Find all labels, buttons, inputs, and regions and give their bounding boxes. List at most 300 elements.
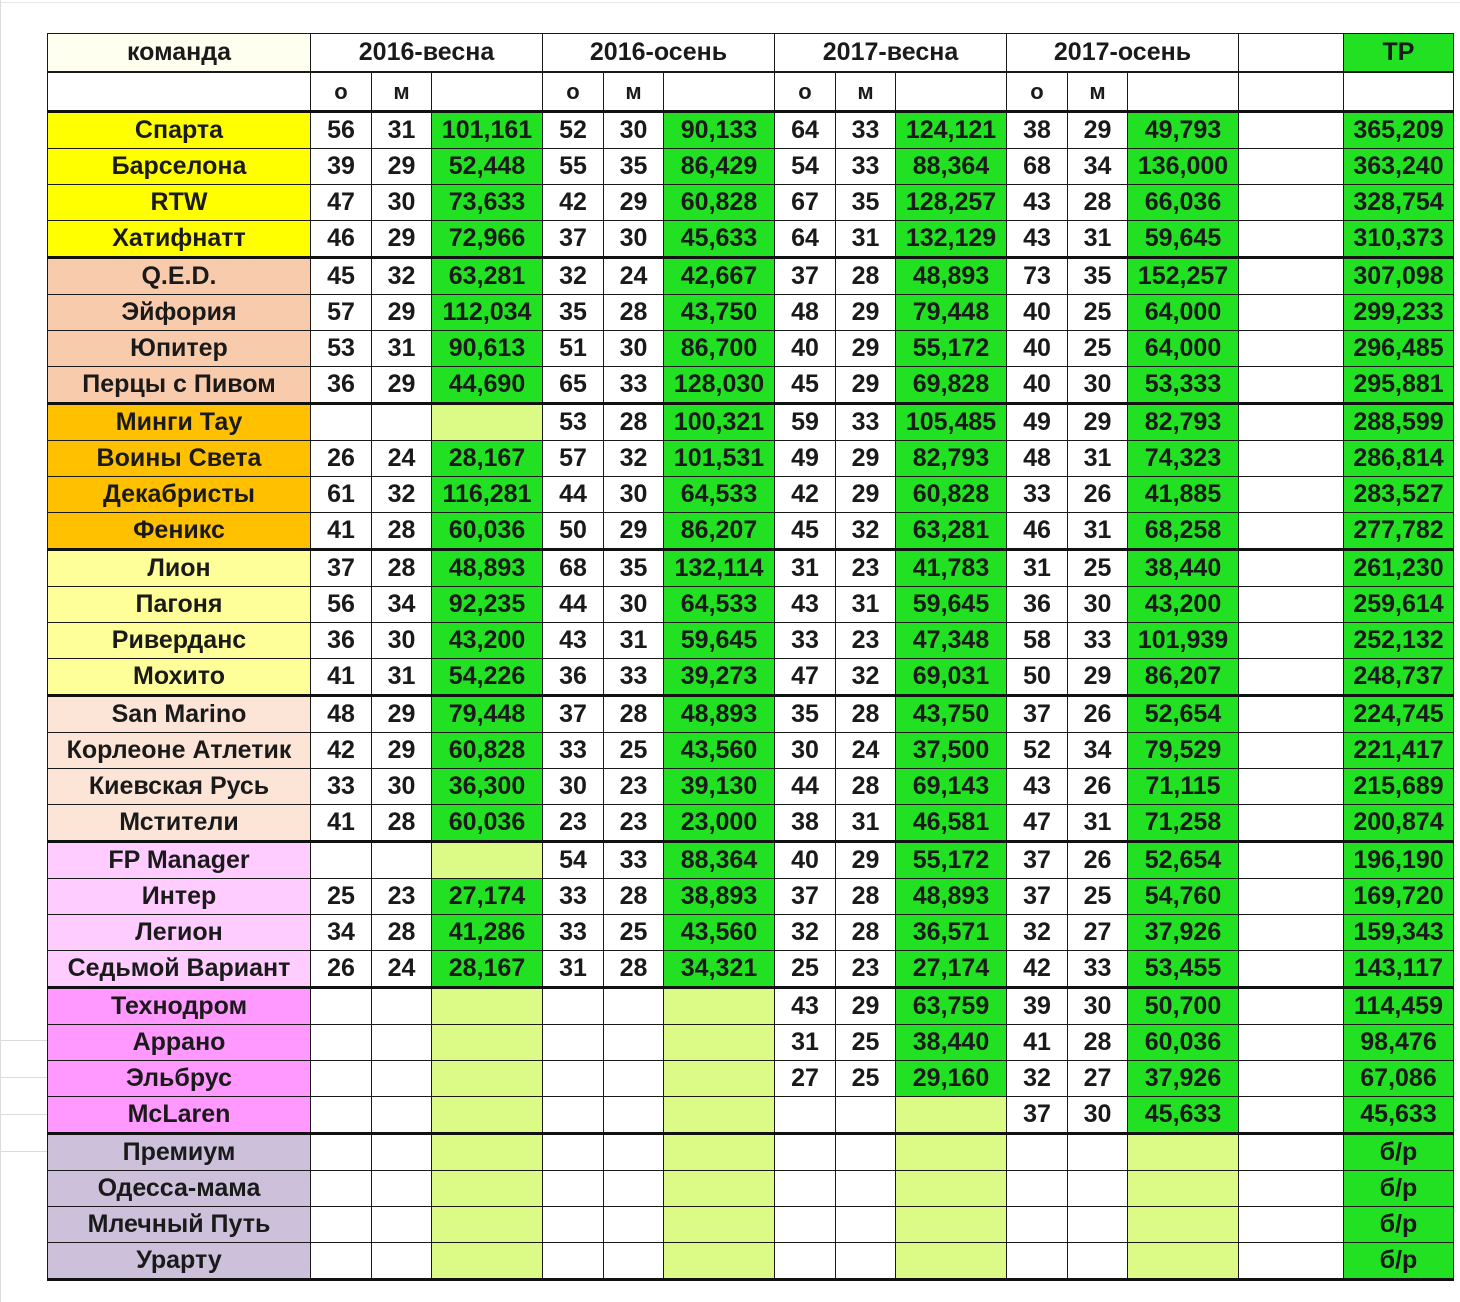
points-cell: 41,885 <box>1128 477 1239 513</box>
points-cell: 69,143 <box>896 769 1007 805</box>
subheader-row <box>48 72 1454 112</box>
team-row <box>48 733 1454 769</box>
o-cell: 45 <box>311 258 372 295</box>
m-cell: 30 <box>1068 367 1128 404</box>
points-cell: 52,654 <box>1128 842 1239 879</box>
m-cell: 28 <box>604 696 664 733</box>
o-cell: 48 <box>311 696 372 733</box>
team-name-cell: Хатифнатт <box>48 221 311 258</box>
o-cell: 39 <box>311 149 372 185</box>
m-cell: 29 <box>836 441 896 477</box>
points-cell: 37,926 <box>1128 1061 1239 1097</box>
tr-cell: 296,485 <box>1344 331 1454 367</box>
points-cell: 71,258 <box>1128 805 1239 842</box>
o-cell: 33 <box>311 769 372 805</box>
o-cell: 41 <box>1007 1025 1068 1061</box>
points-cell: 38,440 <box>1128 550 1239 587</box>
m-cell: 33 <box>604 367 664 404</box>
points-cell: 136,000 <box>1128 149 1239 185</box>
m-cell <box>1068 1134 1128 1171</box>
m-cell: 25 <box>836 1025 896 1061</box>
m-cell: 35 <box>1068 258 1128 295</box>
m-cell: 29 <box>836 295 896 331</box>
o-cell: 32 <box>1007 1061 1068 1097</box>
m-cell: 29 <box>836 988 896 1025</box>
tr-cell: 328,754 <box>1344 185 1454 221</box>
points-cell <box>896 1243 1007 1280</box>
o-cell <box>311 1207 372 1243</box>
tr-cell: б/р <box>1344 1134 1454 1171</box>
points-cell <box>664 1171 775 1207</box>
m-cell: 34 <box>1068 733 1128 769</box>
tr-cell: 277,782 <box>1344 513 1454 550</box>
o-subheader: о <box>311 72 372 112</box>
team-row <box>48 367 1454 404</box>
o-cell: 55 <box>543 149 604 185</box>
m-cell: 34 <box>1068 149 1128 185</box>
m-cell: 29 <box>1068 112 1128 149</box>
tr-cell: 288,599 <box>1344 404 1454 441</box>
team-row <box>48 805 1454 842</box>
points-cell: 69,828 <box>896 367 1007 404</box>
o-cell: 26 <box>311 951 372 988</box>
points-cell <box>432 1134 543 1171</box>
m-cell <box>604 1025 664 1061</box>
team-name-cell: Q.E.D. <box>48 258 311 295</box>
m-cell: 35 <box>604 149 664 185</box>
o-cell: 35 <box>775 696 836 733</box>
m-cell <box>604 1171 664 1207</box>
m-cell <box>372 1171 432 1207</box>
m-cell: 29 <box>372 696 432 733</box>
o-cell <box>311 842 372 879</box>
tr-subheader-cell <box>1344 72 1454 112</box>
m-cell: 33 <box>836 112 896 149</box>
points-cell: 48,893 <box>896 879 1007 915</box>
m-cell <box>372 1097 432 1134</box>
points-cell <box>432 1097 543 1134</box>
o-cell <box>775 1171 836 1207</box>
m-cell: 24 <box>604 258 664 295</box>
m-cell: 30 <box>604 221 664 258</box>
team-row <box>48 951 1454 988</box>
blank-cell <box>1239 295 1344 331</box>
team-row <box>48 441 1454 477</box>
m-cell: 23 <box>836 550 896 587</box>
blank-cell <box>1239 1171 1344 1207</box>
blank-cell <box>1239 550 1344 587</box>
m-cell: 28 <box>836 879 896 915</box>
points-cell: 64,533 <box>664 477 775 513</box>
o-cell: 34 <box>311 915 372 951</box>
points-cell: 128,030 <box>664 367 775 404</box>
o-cell: 59 <box>775 404 836 441</box>
o-cell: 45 <box>775 513 836 550</box>
o-cell: 33 <box>543 733 604 769</box>
team-row <box>48 623 1454 659</box>
team-row <box>48 404 1454 441</box>
points-cell: 59,645 <box>896 587 1007 623</box>
season-header: 2017-осень <box>1007 34 1239 73</box>
points-cell: 28,167 <box>432 951 543 988</box>
m-cell: 26 <box>1068 477 1128 513</box>
tr-cell: 196,190 <box>1344 842 1454 879</box>
o-cell: 42 <box>543 185 604 221</box>
team-name-cell: FP Manager <box>48 842 311 879</box>
o-cell: 36 <box>1007 587 1068 623</box>
season-header: 2017-весна <box>775 34 1007 73</box>
blank-cell <box>1239 258 1344 295</box>
o-cell: 58 <box>1007 623 1068 659</box>
points-cell: 41,783 <box>896 550 1007 587</box>
o-cell <box>775 1243 836 1280</box>
o-cell: 50 <box>543 513 604 550</box>
points-cell: 59,645 <box>664 623 775 659</box>
o-cell: 41 <box>311 513 372 550</box>
team-row <box>48 696 1454 733</box>
points-cell: 101,531 <box>664 441 775 477</box>
m-cell: 30 <box>372 769 432 805</box>
m-cell: 28 <box>836 769 896 805</box>
points-cell: 69,031 <box>896 659 1007 696</box>
points-cell: 79,448 <box>432 696 543 733</box>
m-cell: 27 <box>1068 915 1128 951</box>
points-cell: 36,300 <box>432 769 543 805</box>
m-cell: 33 <box>604 659 664 696</box>
points-cell: 116,281 <box>432 477 543 513</box>
points-cell: 45,633 <box>664 221 775 258</box>
o-cell: 52 <box>543 112 604 149</box>
team-name-cell: Урарту <box>48 1243 311 1280</box>
blank-cell <box>1239 513 1344 550</box>
points-cell: 55,172 <box>896 331 1007 367</box>
points-cell: 53,333 <box>1128 367 1239 404</box>
o-cell: 43 <box>1007 769 1068 805</box>
points-subheader <box>1128 72 1239 112</box>
points-cell: 86,207 <box>664 513 775 550</box>
season-header: 2016-весна <box>311 34 543 73</box>
m-cell: 29 <box>1068 404 1128 441</box>
points-cell: 45,633 <box>1128 1097 1239 1134</box>
m-cell: 29 <box>836 367 896 404</box>
o-cell: 67 <box>775 185 836 221</box>
team-row <box>48 221 1454 258</box>
tr-cell: 67,086 <box>1344 1061 1454 1097</box>
points-cell: 88,364 <box>896 149 1007 185</box>
points-cell: 72,966 <box>432 221 543 258</box>
o-cell: 31 <box>543 951 604 988</box>
blank-cell <box>1239 331 1344 367</box>
points-cell <box>432 1207 543 1243</box>
points-cell: 49,793 <box>1128 112 1239 149</box>
team-name-cell: Пагоня <box>48 587 311 623</box>
points-cell: 43,560 <box>664 915 775 951</box>
team-row <box>48 1061 1454 1097</box>
o-cell: 36 <box>311 623 372 659</box>
m-cell: 30 <box>1068 1097 1128 1134</box>
header-row <box>48 34 1454 73</box>
o-cell: 33 <box>543 915 604 951</box>
m-cell <box>372 404 432 441</box>
m-cell: 23 <box>604 769 664 805</box>
o-cell: 49 <box>775 441 836 477</box>
m-cell <box>836 1097 896 1134</box>
tr-cell: 261,230 <box>1344 550 1454 587</box>
points-cell: 60,036 <box>1128 1025 1239 1061</box>
points-cell: 86,207 <box>1128 659 1239 696</box>
m-cell: 28 <box>372 550 432 587</box>
m-cell <box>1068 1207 1128 1243</box>
tr-cell: 307,098 <box>1344 258 1454 295</box>
o-cell <box>311 1134 372 1171</box>
tr-cell: 200,874 <box>1344 805 1454 842</box>
team-row <box>48 477 1454 513</box>
o-cell: 32 <box>543 258 604 295</box>
team-name-cell: Лион <box>48 550 311 587</box>
m-cell: 28 <box>604 951 664 988</box>
points-cell: 59,645 <box>1128 221 1239 258</box>
m-cell <box>604 1061 664 1097</box>
m-cell: 28 <box>836 915 896 951</box>
o-cell: 56 <box>311 112 372 149</box>
team-row <box>48 988 1454 1025</box>
points-cell: 112,034 <box>432 295 543 331</box>
points-cell: 63,281 <box>896 513 1007 550</box>
m-cell: 28 <box>836 258 896 295</box>
m-cell: 25 <box>836 1061 896 1097</box>
o-cell: 53 <box>311 331 372 367</box>
o-cell: 61 <box>311 477 372 513</box>
team-name-cell: Феникс <box>48 513 311 550</box>
o-cell: 36 <box>543 659 604 696</box>
points-cell: 48,893 <box>896 258 1007 295</box>
blank-cell <box>1239 696 1344 733</box>
o-cell: 46 <box>1007 513 1068 550</box>
points-cell <box>896 1171 1007 1207</box>
m-cell: 29 <box>1068 659 1128 696</box>
m-cell: 29 <box>372 367 432 404</box>
points-cell: 46,581 <box>896 805 1007 842</box>
o-cell: 36 <box>311 367 372 404</box>
points-cell: 39,273 <box>664 659 775 696</box>
team-row <box>48 149 1454 185</box>
team-row <box>48 1097 1454 1134</box>
team-name-cell: RTW <box>48 185 311 221</box>
blank-cell <box>1239 842 1344 879</box>
m-cell: 35 <box>836 185 896 221</box>
points-cell: 55,172 <box>896 842 1007 879</box>
team-row <box>48 659 1454 696</box>
m-cell: 26 <box>1068 696 1128 733</box>
points-cell: 86,700 <box>664 331 775 367</box>
season-header: 2016-осень <box>543 34 775 73</box>
tr-cell: 310,373 <box>1344 221 1454 258</box>
m-cell: 31 <box>1068 805 1128 842</box>
points-cell: 39,130 <box>664 769 775 805</box>
blank-cell <box>1239 1097 1344 1134</box>
o-cell: 54 <box>775 149 836 185</box>
team-row <box>48 295 1454 331</box>
team-row <box>48 1134 1454 1171</box>
blank-cell <box>1239 1025 1344 1061</box>
o-cell: 31 <box>1007 550 1068 587</box>
m-cell: 29 <box>372 149 432 185</box>
points-cell: 43,560 <box>664 733 775 769</box>
team-row <box>48 769 1454 805</box>
points-cell <box>1128 1243 1239 1280</box>
points-cell <box>896 1097 1007 1134</box>
m-cell: 31 <box>836 221 896 258</box>
m-cell <box>372 1025 432 1061</box>
m-cell <box>836 1243 896 1280</box>
points-cell: 37,926 <box>1128 915 1239 951</box>
m-cell: 28 <box>372 915 432 951</box>
o-cell: 30 <box>775 733 836 769</box>
m-cell: 31 <box>604 623 664 659</box>
tr-cell: 114,459 <box>1344 988 1454 1025</box>
m-subheader: м <box>372 72 432 112</box>
o-cell: 48 <box>775 295 836 331</box>
o-cell: 40 <box>775 331 836 367</box>
o-cell: 73 <box>1007 258 1068 295</box>
o-cell: 40 <box>775 842 836 879</box>
o-cell <box>543 1171 604 1207</box>
blank-subheader-cell <box>1239 72 1344 112</box>
blank-cell <box>1239 733 1344 769</box>
o-cell: 47 <box>775 659 836 696</box>
o-cell: 40 <box>1007 367 1068 404</box>
m-cell: 28 <box>604 879 664 915</box>
points-cell: 88,364 <box>664 842 775 879</box>
m-cell: 24 <box>836 733 896 769</box>
points-cell <box>432 988 543 1025</box>
m-cell: 25 <box>1068 550 1128 587</box>
o-cell: 44 <box>543 477 604 513</box>
points-cell: 92,235 <box>432 587 543 623</box>
points-subheader <box>896 72 1007 112</box>
o-cell: 46 <box>311 221 372 258</box>
o-cell: 37 <box>1007 1097 1068 1134</box>
o-cell <box>543 1097 604 1134</box>
points-cell: 48,893 <box>664 696 775 733</box>
points-cell: 53,455 <box>1128 951 1239 988</box>
points-cell <box>432 1243 543 1280</box>
o-cell <box>311 1097 372 1134</box>
points-cell <box>664 1025 775 1061</box>
o-cell: 23 <box>543 805 604 842</box>
points-cell: 36,571 <box>896 915 1007 951</box>
points-cell: 28,167 <box>432 441 543 477</box>
points-cell: 34,321 <box>664 951 775 988</box>
o-cell: 39 <box>1007 988 1068 1025</box>
m-cell <box>372 1243 432 1280</box>
points-cell <box>432 1171 543 1207</box>
blank-cell <box>1239 149 1344 185</box>
team-row <box>48 258 1454 295</box>
points-cell: 63,281 <box>432 258 543 295</box>
points-cell: 79,448 <box>896 295 1007 331</box>
blank-cell <box>1239 441 1344 477</box>
gridline <box>0 1114 48 1115</box>
blank-cell <box>1239 951 1344 988</box>
blank-cell <box>1239 915 1344 951</box>
m-cell <box>604 1243 664 1280</box>
team-name-cell: San Marino <box>48 696 311 733</box>
tr-cell: 98,476 <box>1344 1025 1454 1061</box>
tr-cell: б/р <box>1344 1171 1454 1207</box>
m-cell: 29 <box>372 295 432 331</box>
o-cell: 41 <box>311 805 372 842</box>
team-row <box>48 112 1454 149</box>
o-cell: 33 <box>775 623 836 659</box>
blank-cell <box>1239 185 1344 221</box>
m-cell: 25 <box>604 915 664 951</box>
m-cell: 23 <box>604 805 664 842</box>
m-cell: 26 <box>1068 769 1128 805</box>
team-name-cell: Аррано <box>48 1025 311 1061</box>
o-cell: 32 <box>775 915 836 951</box>
o-cell: 53 <box>543 404 604 441</box>
m-cell: 33 <box>1068 951 1128 988</box>
m-cell: 32 <box>372 477 432 513</box>
points-cell: 132,129 <box>896 221 1007 258</box>
m-cell: 25 <box>604 733 664 769</box>
m-subheader: м <box>604 72 664 112</box>
o-cell: 50 <box>1007 659 1068 696</box>
o-cell <box>775 1207 836 1243</box>
team-row <box>48 842 1454 879</box>
o-cell <box>775 1134 836 1171</box>
m-cell: 33 <box>1068 623 1128 659</box>
o-subheader: о <box>543 72 604 112</box>
m-cell: 31 <box>1068 221 1128 258</box>
blank-cell <box>1239 1243 1344 1280</box>
blank-cell <box>1239 988 1344 1025</box>
m-cell: 29 <box>372 221 432 258</box>
o-cell: 43 <box>1007 221 1068 258</box>
tr-cell: 224,745 <box>1344 696 1454 733</box>
m-cell: 30 <box>1068 587 1128 623</box>
m-cell: 32 <box>372 258 432 295</box>
team-row <box>48 550 1454 587</box>
o-cell: 44 <box>775 769 836 805</box>
team-name-cell: Барселона <box>48 149 311 185</box>
m-cell: 27 <box>1068 1061 1128 1097</box>
o-cell: 25 <box>775 951 836 988</box>
o-cell: 37 <box>775 258 836 295</box>
points-cell: 54,226 <box>432 659 543 696</box>
points-cell: 64,000 <box>1128 331 1239 367</box>
blank-cell <box>1239 769 1344 805</box>
tr-cell: б/р <box>1344 1243 1454 1280</box>
o-cell: 38 <box>775 805 836 842</box>
points-cell: 54,760 <box>1128 879 1239 915</box>
m-cell: 33 <box>836 149 896 185</box>
points-cell: 38,440 <box>896 1025 1007 1061</box>
points-cell: 63,759 <box>896 988 1007 1025</box>
o-cell: 43 <box>775 988 836 1025</box>
blank-cell <box>1239 221 1344 258</box>
team-name-cell: Минги Тау <box>48 404 311 441</box>
m-cell: 31 <box>372 331 432 367</box>
o-cell <box>775 1097 836 1134</box>
o-cell: 42 <box>1007 951 1068 988</box>
o-cell: 56 <box>311 587 372 623</box>
team-row <box>48 915 1454 951</box>
gridline <box>0 1040 48 1041</box>
blank-header-cell <box>1239 34 1344 73</box>
m-cell: 31 <box>836 587 896 623</box>
